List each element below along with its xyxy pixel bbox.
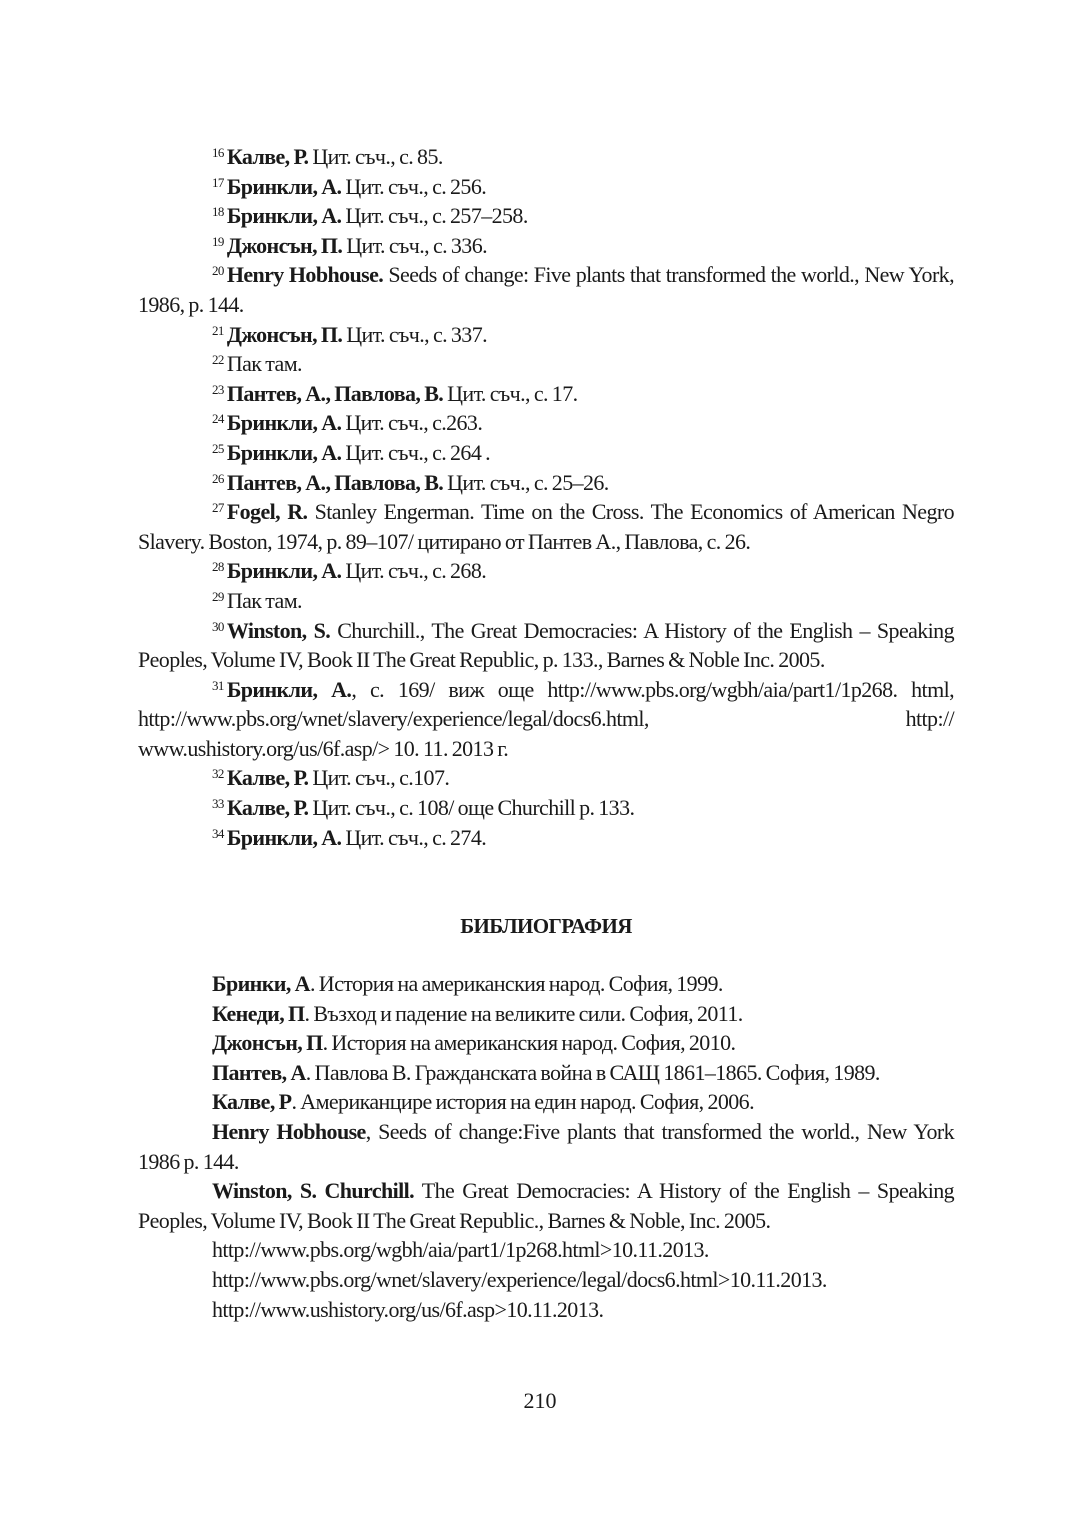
footnote-author: Бринкли, А. xyxy=(226,558,342,584)
footnote-number: 22 xyxy=(212,352,224,368)
bibliography-entry xyxy=(138,1117,954,1176)
footnote-text: Цит. съч., с. 85. xyxy=(308,144,443,169)
footnote-author: Бринкли, А. xyxy=(226,439,342,465)
footnote-author: Бринкли, А. xyxy=(226,410,342,436)
footnote xyxy=(138,379,954,409)
footnote-author: Пантев, А., Павлова, В. xyxy=(226,469,444,495)
footnote xyxy=(138,320,954,350)
bibliography-url: http://www.pbs.org/wnet/slavery/experience/legal/docs6.html>10.11.2013. xyxy=(212,1266,827,1292)
footnote xyxy=(138,231,954,261)
footnote-number: 32 xyxy=(212,766,224,782)
bibliography-entry xyxy=(138,1058,954,1088)
footnote xyxy=(138,497,954,556)
footnotes-section xyxy=(138,142,954,852)
footnote-author: Winston, S. xyxy=(226,617,331,643)
footnote-text: Пак там. xyxy=(226,351,302,377)
footnote-text: Цит. съч., с. 17. xyxy=(443,380,578,406)
bibliography-text: The Great Democracies: A History of the English – Speaking Peoples, Volume IV, Book II The Great Republic., Barnes & Noble, Inc. 2005. xyxy=(138,1178,955,1233)
footnote-author: Пантев, А., Павлова, В. xyxy=(226,380,444,406)
footnote-author: Джонсън, П. xyxy=(226,232,343,258)
footnote xyxy=(138,675,954,764)
footnote-author: Бринкли, А. xyxy=(226,824,342,850)
footnote-number: 20 xyxy=(212,263,224,279)
footnote-text: Цит. съч., с. 336. xyxy=(342,232,488,258)
bibliography-author: Пантев, А xyxy=(212,1059,306,1085)
footnote-number: 17 xyxy=(212,174,224,190)
footnote-text: Цит. съч., с.263. xyxy=(341,410,483,436)
footnote-text: Цит. съч., с. 264 . xyxy=(341,439,491,465)
footnote-text: , с. 169/ виж още http://www.pbs.org/wgbh/aia/part1/1p268. html, http://www.pbs.org/wnet/slavery/experience/legal/docs6.html, http:// www.ushistory.org/us/6f.asp/> 10. 11. 2013 г. xyxy=(138,676,954,761)
bibliography-text: . Американцире история на един народ. София, 2006. xyxy=(291,1089,754,1115)
footnote xyxy=(138,349,954,379)
footnote-number: 24 xyxy=(212,411,224,427)
footnote-text: Stanley Engerman. Time on the Cross. The Economics of American Negro Slavery. Boston, 1974, p. 89–107/ цитирано от Пантев А., Павлова, с. 26. xyxy=(138,499,954,554)
page-number: 210 xyxy=(523,1388,557,1413)
footnote-number: 16 xyxy=(212,145,224,160)
footnote-author: Джонсън, П. xyxy=(226,321,343,347)
footnote xyxy=(138,616,954,675)
footnote xyxy=(138,201,954,231)
footnote-number: 30 xyxy=(212,618,224,634)
footnote-number: 23 xyxy=(212,381,224,397)
footnote-text: Цит. съч., с. 108/ още Churchill p. 133. xyxy=(308,795,635,821)
footnote-text: Churchill., The Great Democracies: A History of the English – Speaking Peoples, Volume IV, Book II The Great Republic, p. 133., Barnes & Noble Inc. 2005. xyxy=(138,617,954,673)
bibliography-text: . История на американския народ. София, 1999. xyxy=(309,971,723,996)
footnote xyxy=(138,823,954,853)
bibliography-entry xyxy=(138,969,954,999)
footnote xyxy=(138,260,954,319)
bibliography-author: Бринки, А xyxy=(212,971,310,996)
footnote-text: Seeds of change: Five plants that transformed the world., New York, 1986, p. 144. xyxy=(138,262,954,317)
footnote-number: 21 xyxy=(212,322,224,338)
footnote-number: 26 xyxy=(212,470,224,486)
bibliography-author: Henry Hobhouse xyxy=(212,1118,366,1144)
footnote-author: Бринкли, А. xyxy=(226,173,342,199)
bibliography-text: . Павлова В. Гражданската война в САЩ 1861–1865. София, 1989. xyxy=(305,1059,880,1085)
footnote-author: Бринкли, А. xyxy=(226,676,352,702)
footnote xyxy=(138,556,954,586)
footnote xyxy=(138,438,954,468)
footnote-author: Бринкли, А. xyxy=(226,203,342,229)
bibliography-entry xyxy=(138,999,954,1029)
footnote-number: 19 xyxy=(212,233,224,249)
bibliography-heading: БИБЛИОГРАФИЯ xyxy=(460,914,632,938)
footnote-text: Цит. съч., с. 256. xyxy=(341,173,487,199)
bibliography-section xyxy=(138,969,954,1324)
footnote xyxy=(138,142,954,172)
footnote-number: 18 xyxy=(212,204,224,220)
footnote-text: Цит. съч., с. 268. xyxy=(341,558,487,584)
bibliography-text: , Seeds of change:Five plants that transformed the world., New York 1986 p. 144. xyxy=(138,1118,955,1174)
bibliography-entry xyxy=(138,1087,954,1117)
footnote-number: 27 xyxy=(212,500,224,516)
bibliography-text: . Възход и падение на великите сили. София, 2011. xyxy=(304,1000,743,1026)
footnote-text: Цит. съч., с. 25–26. xyxy=(443,469,609,495)
bibliography-entry xyxy=(138,1176,954,1235)
bibliography-url: http://www.ushistory.org/us/6f.asp>10.11.2013. xyxy=(212,1296,604,1322)
footnote-number: 34 xyxy=(212,825,224,841)
footnote xyxy=(138,763,954,793)
bibliography-author: Джонсън, П xyxy=(212,1030,323,1056)
footnote-text: Цит. съч., с. 257–258. xyxy=(341,203,528,229)
footnote-author: Fogel, R. xyxy=(226,499,308,525)
footnote-number: 28 xyxy=(212,559,224,575)
footnote-author: Калве, Р. xyxy=(226,144,309,169)
footnote xyxy=(138,172,954,202)
footnote-author: Калве, Р. xyxy=(226,765,309,791)
footnote-text: Цит. съч., с.107. xyxy=(308,765,450,791)
footnote-text: Цит. съч., с. 337. xyxy=(342,321,488,347)
bibliography-author: Кенеди, П xyxy=(212,1000,305,1026)
footnote-author: Калве, Р. xyxy=(226,795,309,821)
footnote xyxy=(138,408,954,438)
footnote xyxy=(138,586,954,616)
footnote xyxy=(138,468,954,498)
bibliography-text: . История на американския народ. София, 2010. xyxy=(322,1030,736,1056)
footnote-text: Цит. съч., с. 274. xyxy=(341,824,487,850)
footnote-author: Henry Hobhouse. xyxy=(226,262,384,288)
footnote-number: 33 xyxy=(212,796,224,812)
bibliography-entry xyxy=(138,1028,954,1058)
bibliography-url: http://www.pbs.org/wgbh/aia/part1/1p268.html>10.11.2013. xyxy=(212,1237,709,1263)
bibliography-author: Winston, S. Churchill. xyxy=(212,1178,415,1204)
bibliography-author: Калве, Р xyxy=(212,1089,292,1115)
footnote-number: 25 xyxy=(212,440,224,456)
footnote-text: Пак там. xyxy=(226,587,302,613)
footnote xyxy=(138,793,954,823)
footnote-number: 31 xyxy=(212,677,224,693)
footnote-number: 29 xyxy=(212,588,224,604)
